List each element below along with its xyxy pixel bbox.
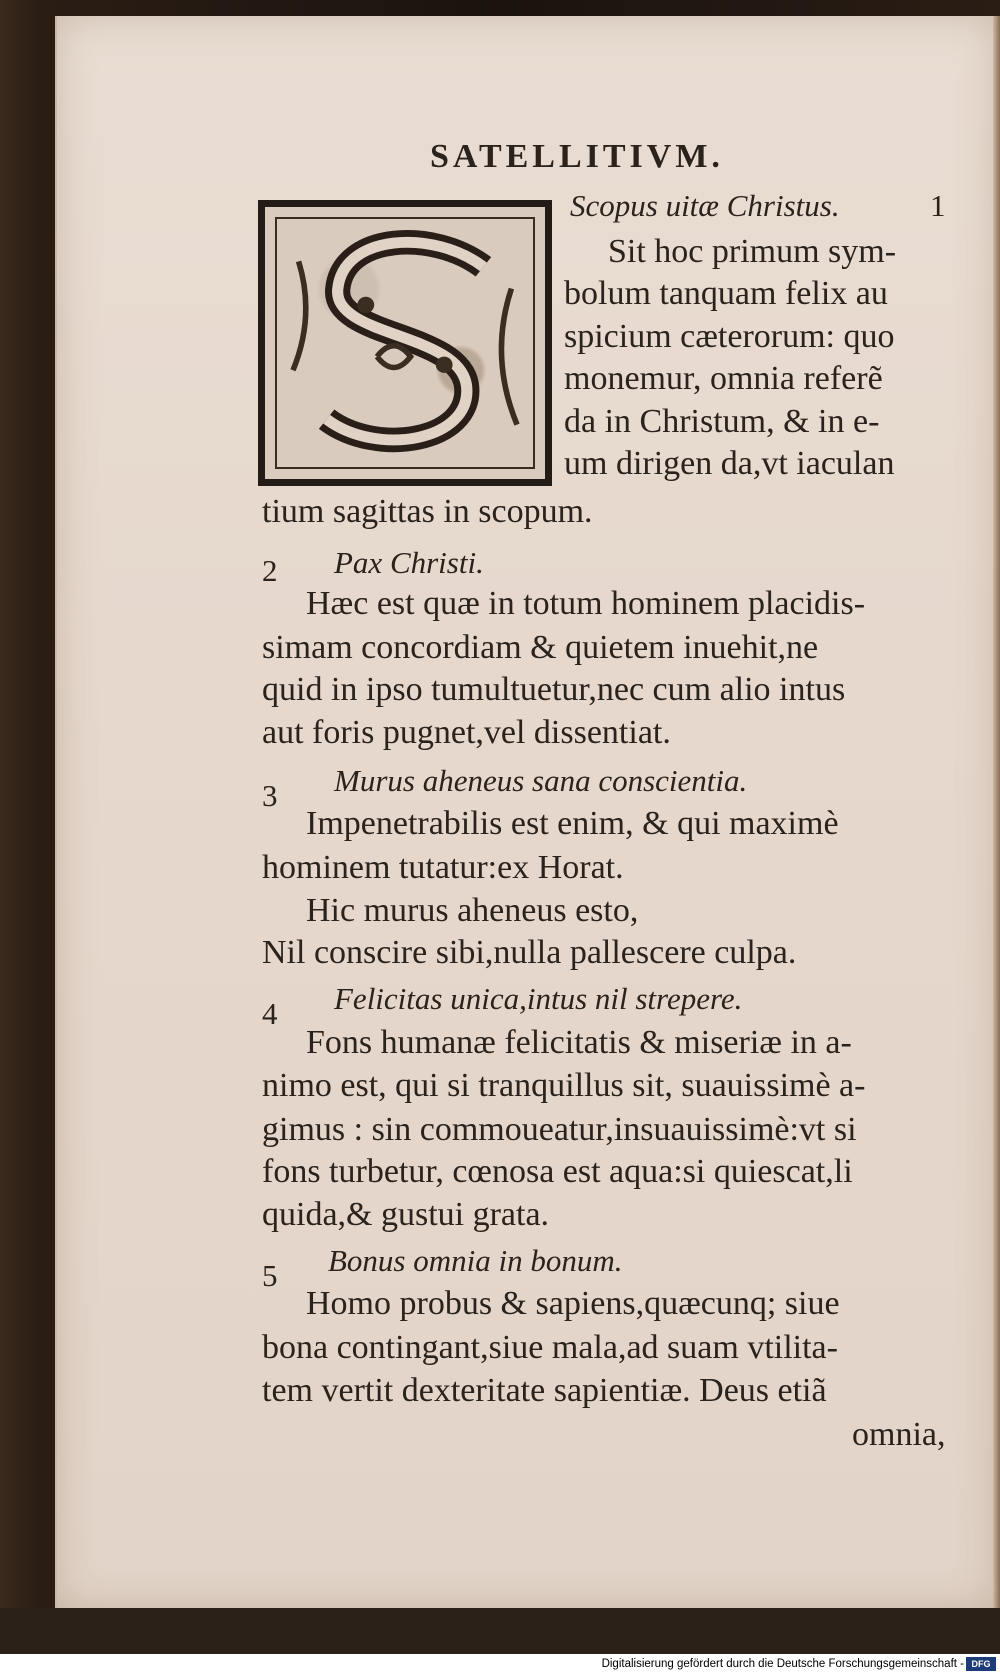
entry-4-heading: Felicitas unica,intus nil strepere. <box>334 981 743 1016</box>
text-line: monemur, omnia referẽ <box>564 360 883 397</box>
text-line: quida,& gustui grata. <box>262 1196 550 1233</box>
text-line: tium sagittas in scopum. <box>262 493 593 530</box>
entry-2-number: 2 <box>262 553 278 588</box>
dfg-logo: DFG <box>966 1657 996 1671</box>
running-head: SATELLITIVM. <box>430 138 724 175</box>
entry-3-heading: Murus aheneus sana conscientia. <box>334 763 748 798</box>
text-line: fons turbetur, cœnosa est aqua:si quiescat,li <box>262 1153 853 1190</box>
text-line: tem vertit dexteritate sapientiæ. Deus etiã <box>262 1372 827 1409</box>
text-line: Hæc est quæ in totum hominem placidis- <box>306 585 866 622</box>
text-line: Nil conscire sibi,nulla pallescere culpa. <box>262 934 797 971</box>
text-line: Homo probus & sapiens,quæcunq; siue <box>306 1285 840 1322</box>
catchword: omnia, <box>852 1416 946 1453</box>
text-line: nimo est, qui si tranquillus sit, suauissimè a- <box>262 1067 866 1104</box>
text-line: gimus : sin commoueatur,insuauissimè:vt si <box>262 1111 857 1148</box>
entry-5-heading: Bonus omnia in bonum. <box>328 1243 623 1278</box>
text-line: Fons humanæ felicitatis & miseriæ in a- <box>306 1024 852 1061</box>
text-line: bolum tanquam felix au <box>564 275 888 312</box>
page-edge <box>993 16 1000 1608</box>
text-line: simam concordiam & quietem inuehit,ne <box>262 629 819 666</box>
entry-1-heading: Scopus uitæ Christus. <box>570 188 840 223</box>
entry-2-heading: Pax Christi. <box>334 545 484 580</box>
text-line: quid in ipso tumultuetur,nec cum alio intus <box>262 671 846 708</box>
text-line: Hic murus aheneus esto, <box>306 892 639 929</box>
text-line: bona contingant,siue mala,ad suam vtilita- <box>262 1329 838 1366</box>
entry-4-number: 4 <box>262 996 278 1031</box>
entry-5-number: 5 <box>262 1258 278 1293</box>
text-line: Impenetrabilis est enim, & qui maximè <box>306 805 839 842</box>
text-line: da in Christum, & in e- <box>564 403 880 440</box>
text-line: spicium cæterorum: quo <box>564 318 895 355</box>
entry-3-number: 3 <box>262 778 278 813</box>
entry-1-number: 1 <box>930 188 946 223</box>
text-line: Sit hoc primum sym- <box>608 233 897 270</box>
initial-letter-s <box>265 207 545 479</box>
text-line: hominem tutatur:ex Horat. <box>262 849 624 886</box>
text-line: um dirigen da,vt iaculan <box>564 445 895 482</box>
digitization-credit: Digitalisierung gefördert durch die Deutsche Forschungsgemeinschaft - <box>601 1658 964 1670</box>
decorated-initial-s-icon <box>258 200 552 486</box>
text-line: aut foris pugnet,vel dissentiat. <box>262 714 671 751</box>
